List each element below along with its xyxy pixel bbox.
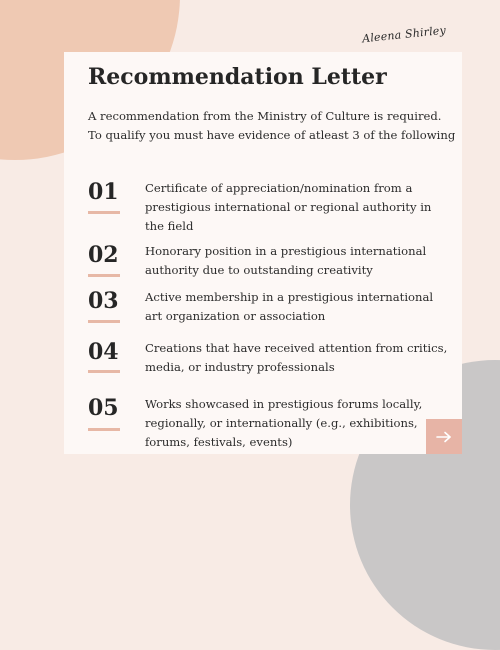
number-underline [88, 211, 120, 214]
item-number: 05 [88, 395, 119, 421]
author-signature: Aleena Shirley [361, 23, 447, 46]
number-underline [88, 274, 120, 277]
item-number: 02 [88, 242, 119, 268]
number-underline [88, 370, 120, 373]
item-number: 04 [88, 339, 119, 365]
page-title: Recommendation Letter [88, 64, 387, 90]
next-button[interactable] [426, 419, 462, 454]
item-number: 01 [88, 179, 119, 205]
arrow-right-icon [436, 431, 452, 443]
content-card [64, 52, 462, 454]
item-text: Works showcased in prestigious forums locally, regionally, or internationally (e.g., exhibitions, forums, festivals, events) [145, 397, 423, 449]
item-text: Active membership in a prestigious international art organization or association [145, 290, 434, 323]
number-underline [88, 428, 120, 431]
item-text: Creations that have received attention from critics, media, or industry professionals [145, 341, 448, 374]
item-text: Honorary position in a prestigious international authority due to outstanding creativity [145, 244, 427, 277]
item-number: 03 [88, 288, 119, 314]
intro-text: A recommendation from the Ministry of Culture is required. To qualify you must have evidence of atleast 3 of the following [88, 109, 456, 142]
number-underline [88, 320, 120, 323]
item-text: Certificate of appreciation/nomination from a prestigious international or regional authority in the field [145, 181, 432, 233]
